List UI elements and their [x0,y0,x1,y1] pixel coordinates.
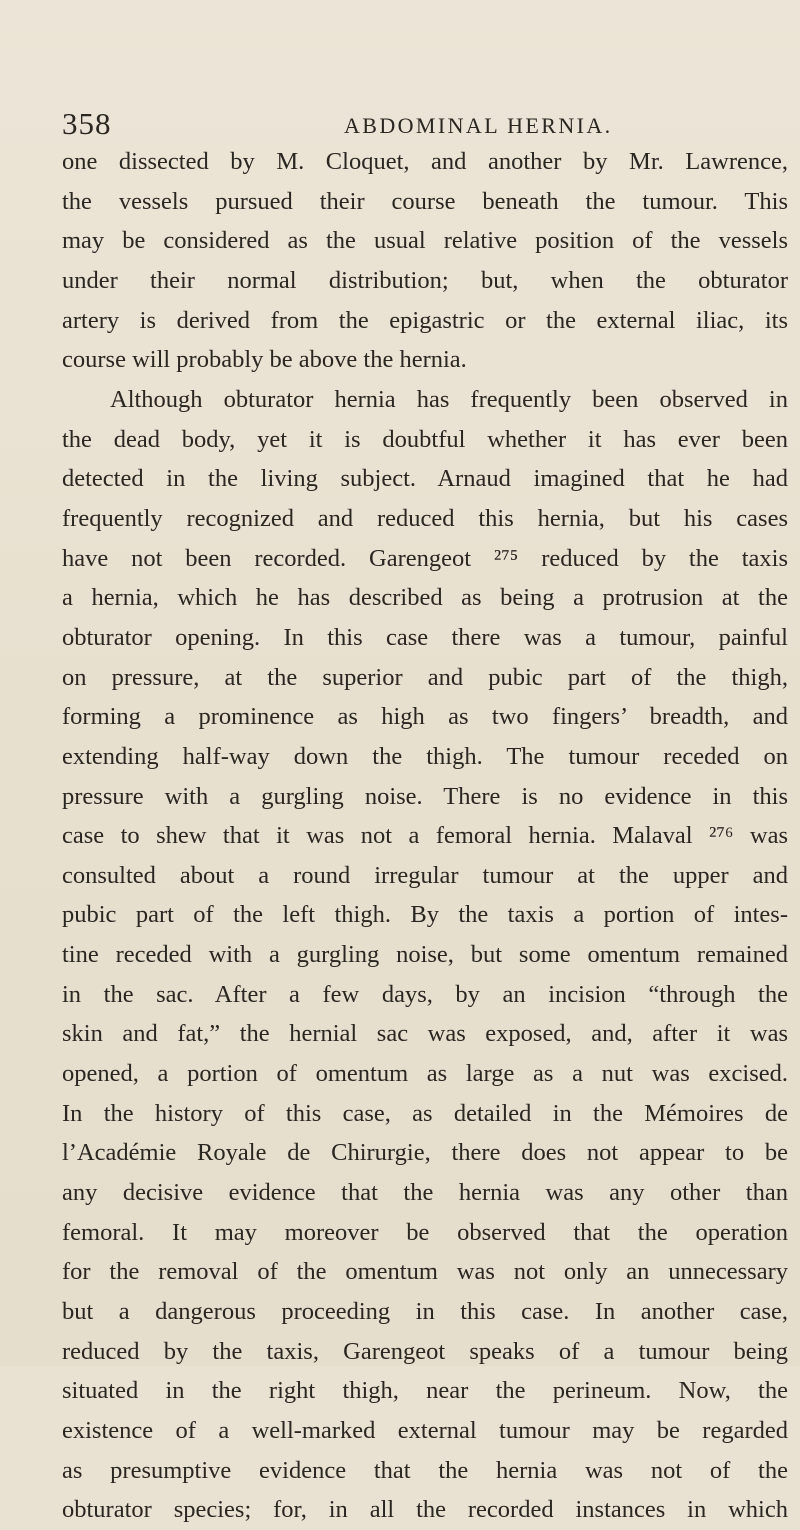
text-line: have not been recorded. Garengeot ²⁷⁵ reduced by the taxis [62,544,788,572]
text-line: may be considered as the usual relative position of the vessels [62,227,788,255]
text-line: consulted about a round irregular tumour at the upper and [62,861,788,889]
text-line: Although obturator hernia has frequently been observed in [110,385,788,413]
text-line: obturator species; for, in all the recorded instances in which [62,1496,788,1524]
text-line: frequently recognized and reduced this hernia, but his cases [62,504,788,532]
page-number: 358 [62,106,112,141]
text-line: pressure with a gurgling noise. There is no evidence in this [62,782,788,810]
running-title: ABDOMINAL HERNIA. [344,113,613,138]
text-line: tine receded with a gurgling noise, but some omentum remained [62,941,788,969]
text-line: as presumptive evidence that the hernia was not of the [62,1456,788,1484]
text-line: in the sac. After a few days, by an incision “through the [62,980,788,1008]
text-line: obturator opening. In this case there was a tumour, painful [62,623,788,651]
running-head [0,104,800,144]
text-line: but a dangerous proceeding in this case. In another case, [62,1298,788,1326]
text-line: existence of a well-marked external tumour may be regarded [62,1417,788,1444]
text-line: In the history of this case, as detailed in the Mémoires de [62,1099,788,1127]
text-line: any decisive evidence that the hernia was any other than [62,1179,788,1207]
text-line: extending half-way down the thigh. The tumour receded on [62,742,788,770]
text-line: under their normal distribution; but, when the obturator [62,266,788,294]
text-line: reduced by the taxis, Garengeot speaks of a tumour being [62,1337,788,1365]
body-text [62,142,788,1530]
text-line: for the removal of the omentum was not only an unnecessary [62,1258,788,1286]
text-line: the dead body, yet it is doubtful whether it has ever been [62,425,788,453]
text-line: course will probably be above the hernia. [62,346,467,374]
text-line: detected in the living subject. Arnaud imagined that he had [62,465,788,493]
text-line: situated in the right thigh, near the perineum. Now, the [62,1377,788,1405]
text-line: forming a prominence as high as two fingers’ breadth, and [62,703,788,731]
text-line: artery is derived from the epigastric or the external iliac, its [62,306,788,334]
text-line: a hernia, which he has described as being a protrusion at the [62,584,788,612]
text-line: on pressure, at the superior and pubic part of the thigh, [62,663,788,691]
text-line: the vessels pursued their course beneath the tumour. This [62,187,788,215]
text-line: case to shew that it was not a femoral hernia. Malaval ²⁷⁶ was [62,822,788,850]
text-line: opened, a portion of omentum as large as a nut was excised. [62,1060,788,1088]
text-line: l’Académie Royale de Chirurgie, there does not appear to be [62,1139,788,1167]
text-line: femoral. It may moreover be observed that the operation [62,1218,788,1246]
text-line: one dissected by M. Cloquet, and another by Mr. Lawrence, [62,148,788,175]
text-line: pubic part of the left thigh. By the taxis a portion of intes- [62,901,788,929]
text-line: skin and fat,” the hernial sac was exposed, and, after it was [62,1020,788,1048]
